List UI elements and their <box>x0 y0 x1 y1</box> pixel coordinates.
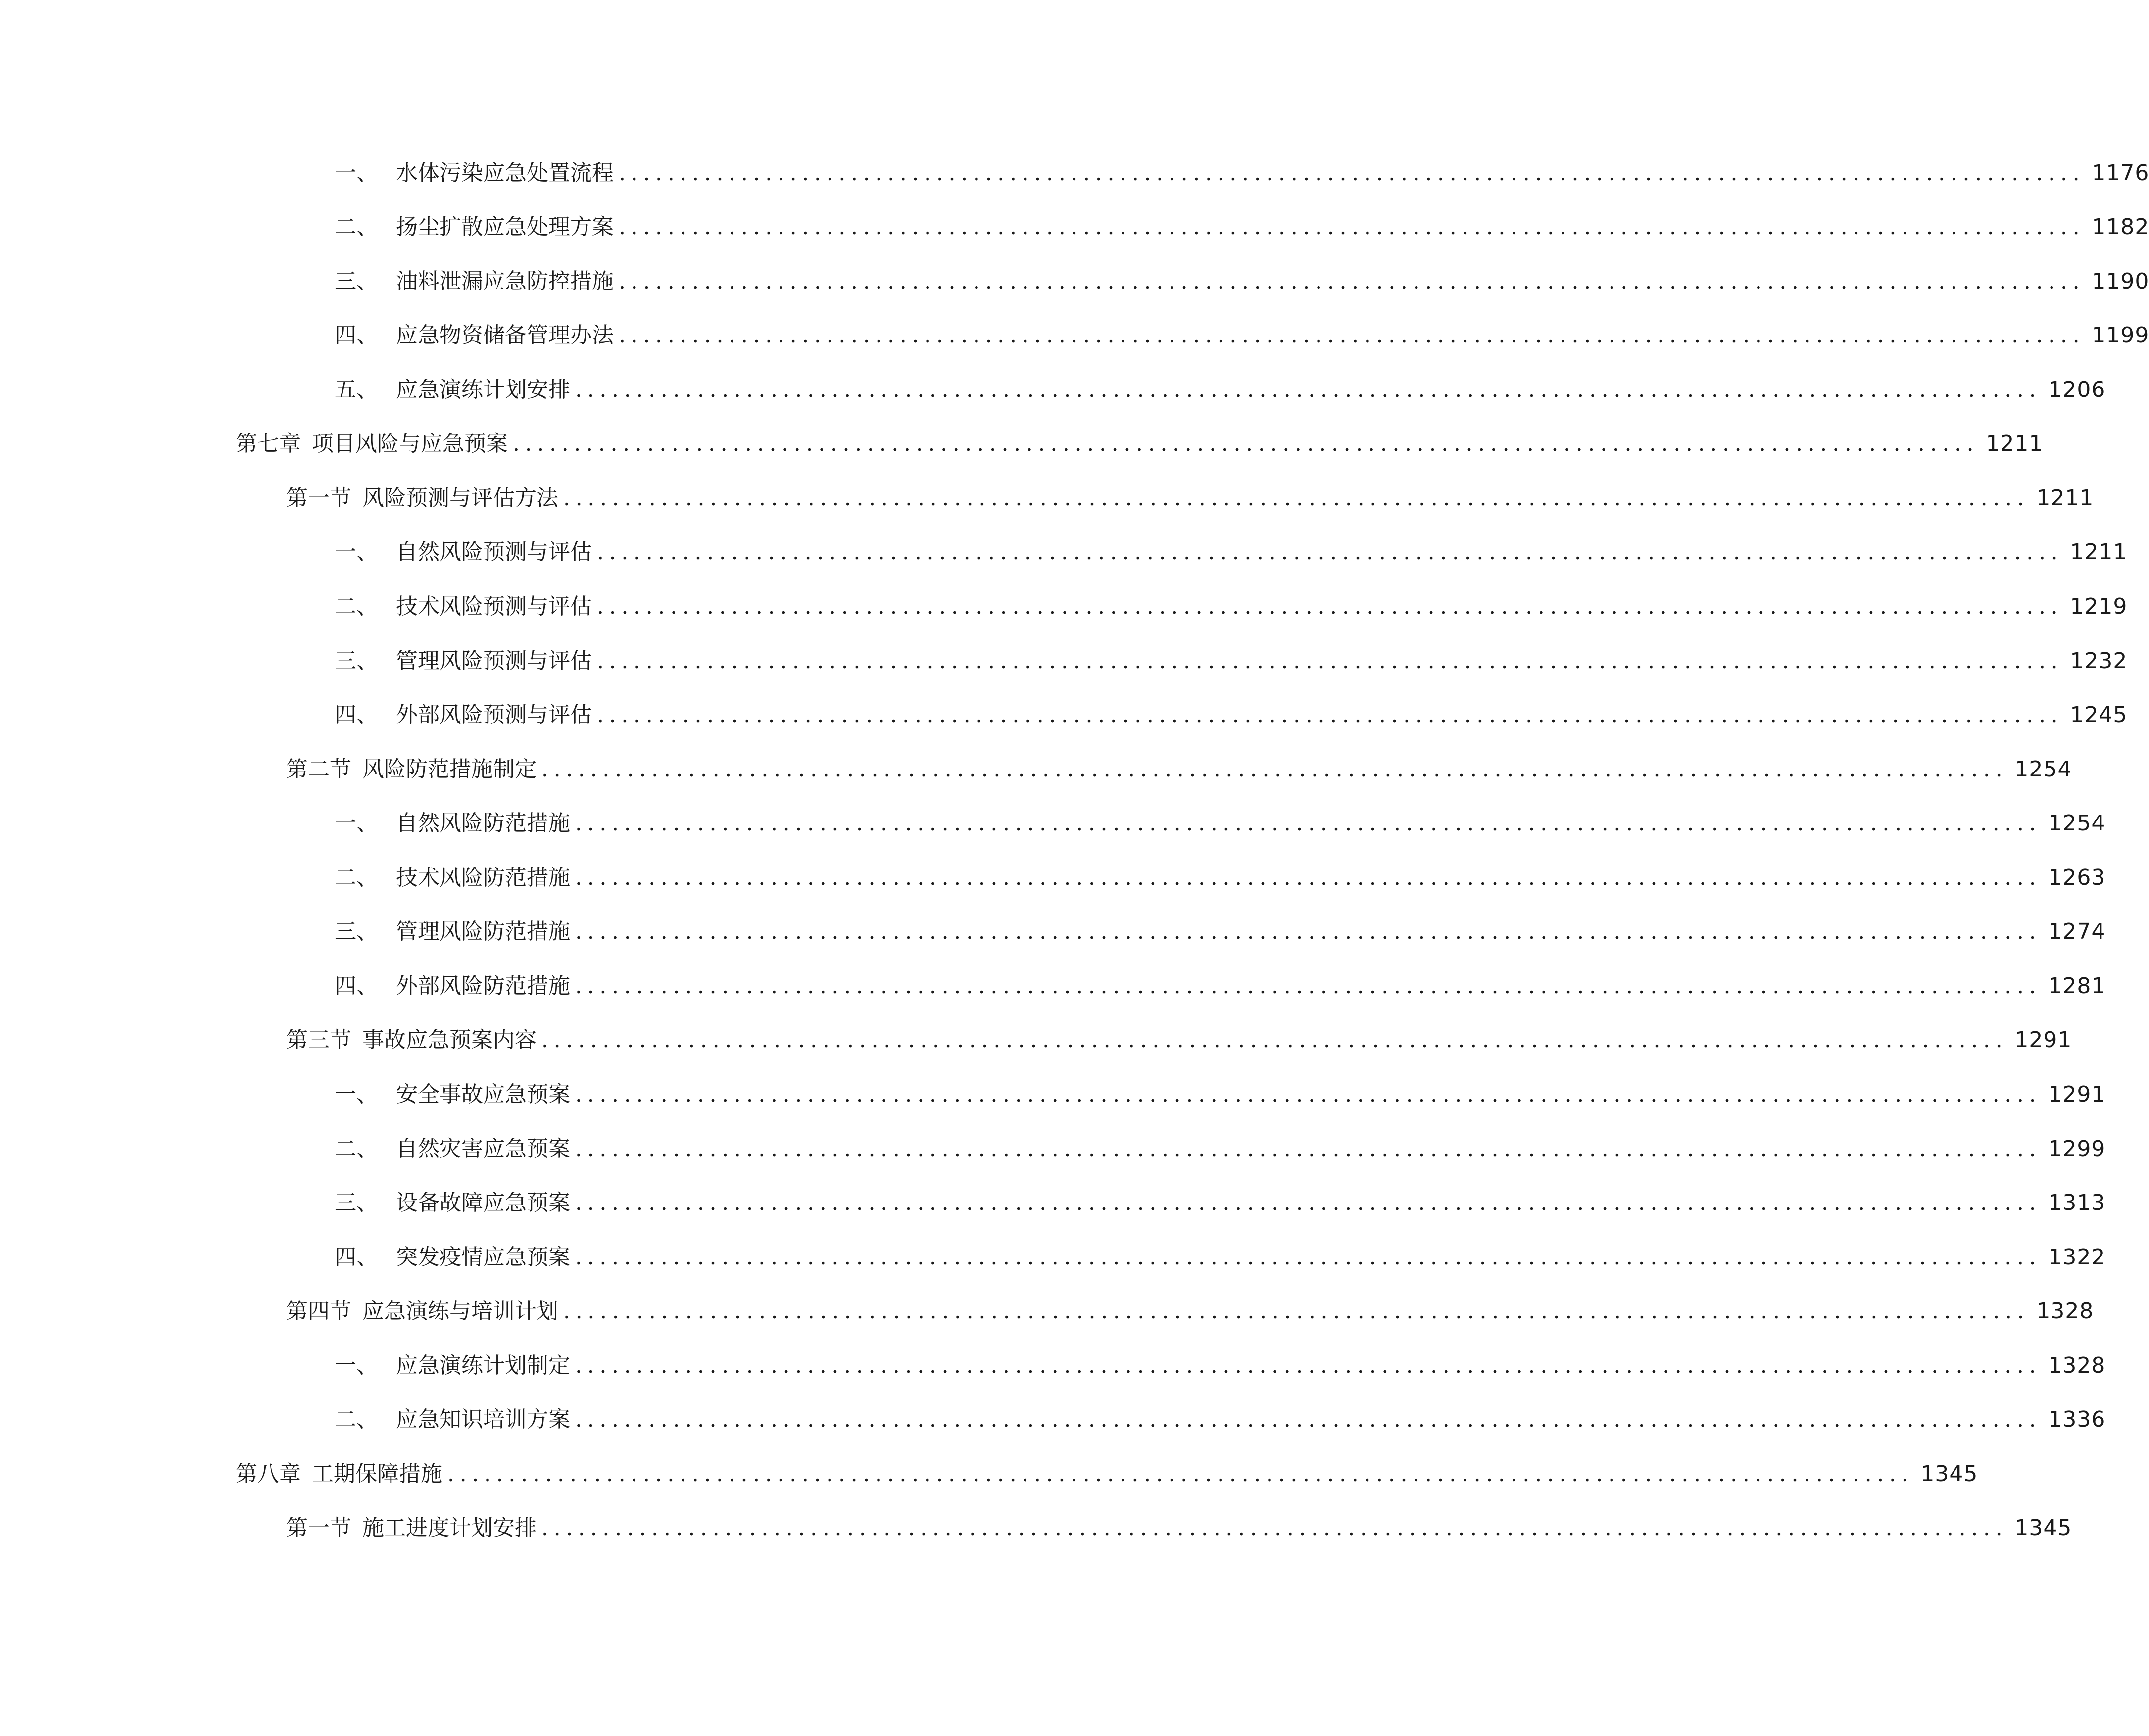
entry-title: 施工进度计划安排 <box>362 1515 537 1541</box>
toc-entry-section[interactable] <box>286 1508 2072 1548</box>
entry-title: 应急物资储备管理办法 <box>396 323 614 348</box>
entry-title: 安全事故应急预案 <box>396 1082 570 1107</box>
dot-leader: ........................................................................................................................ <box>619 214 2085 240</box>
dot-leader: ........................................................................................................................ <box>541 1515 2008 1541</box>
page-number: 1232 <box>2070 648 2128 674</box>
page-number: 1190 <box>2092 269 2149 294</box>
toc-entry-chapter[interactable] <box>236 1454 1978 1494</box>
dot-leader: ........................................................................................................................ <box>619 323 2085 348</box>
dot-leader: ........................................................................................................................ <box>447 1461 1914 1487</box>
page-number: 1219 <box>2070 594 2128 619</box>
toc-entry[interactable] <box>335 153 2149 193</box>
entry-title: 事故应急预案内容 <box>362 1027 537 1053</box>
page-number: 1211 <box>1986 431 2044 456</box>
page-number: 1328 <box>2036 1299 2094 1324</box>
page-number: 1328 <box>2048 1353 2106 1378</box>
toc-entry[interactable] <box>335 262 2149 301</box>
entry-number: 二、 <box>335 1136 378 1161</box>
entry-title: 项目风险与应急预案 <box>312 431 508 456</box>
toc-entry[interactable] <box>335 532 2128 572</box>
page-number: 1281 <box>2048 973 2106 999</box>
entry-title: 应急演练计划制定 <box>396 1353 570 1378</box>
entry-title: 油料泄漏应急防控措施 <box>396 269 614 294</box>
dot-leader: ........................................................................................................................ <box>575 973 2042 999</box>
dot-leader: ........................................................................................................................ <box>575 377 2042 402</box>
toc-entry-chapter[interactable] <box>236 424 2044 464</box>
entry-title: 技术风险防范措施 <box>396 865 570 890</box>
dot-leader: ........................................................................................................................ <box>541 1027 2008 1053</box>
toc-entry[interactable] <box>335 804 2106 843</box>
entry-number: 二、 <box>335 1407 378 1432</box>
dot-leader: ........................................................................................................................ <box>541 757 2008 782</box>
dot-leader: ........................................................................................................................ <box>597 594 2063 619</box>
entry-title: 工期保障措施 <box>312 1461 442 1487</box>
toc-entry[interactable] <box>335 641 2128 681</box>
page-number: 1254 <box>2014 757 2072 782</box>
entry-number: 一、 <box>335 1353 378 1378</box>
dot-leader: ........................................................................................................................ <box>575 1407 2042 1432</box>
page-number: 1254 <box>2048 811 2106 836</box>
toc-entry[interactable] <box>335 1075 2106 1114</box>
dot-leader: ........................................................................................................................ <box>575 1353 2042 1378</box>
page-number: 1211 <box>2036 485 2094 511</box>
page-number: 1274 <box>2048 919 2106 944</box>
toc-entry[interactable] <box>335 966 2106 1006</box>
entry-title: 水体污染应急处置流程 <box>396 160 614 186</box>
entry-number: 四、 <box>335 973 378 999</box>
dot-leader: ........................................................................................................................ <box>575 919 2042 944</box>
toc-entry[interactable] <box>335 1238 2106 1277</box>
toc-entry-section[interactable] <box>286 479 2094 518</box>
entry-title: 应急知识培训方案 <box>396 1407 570 1432</box>
page-number: 1245 <box>2070 702 2128 727</box>
entry-number: 三、 <box>335 919 378 944</box>
page-number: 1206 <box>2048 377 2106 402</box>
entry-number: 第二节 <box>286 757 351 782</box>
entry-number: 三、 <box>335 1190 378 1215</box>
page-number: 1291 <box>2048 1082 2106 1107</box>
entry-title: 自然风险预测与评估 <box>396 539 592 565</box>
dot-leader: ........................................................................................................................ <box>563 1299 2030 1324</box>
toc-entry[interactable] <box>335 858 2106 898</box>
toc-entry-section[interactable] <box>286 1020 2072 1060</box>
toc-entry[interactable] <box>335 912 2106 952</box>
entry-number: 一、 <box>335 160 378 186</box>
entry-title: 外部风险防范措施 <box>396 973 570 999</box>
dot-leader: ........................................................................................................................ <box>575 1136 2042 1161</box>
dot-leader: ........................................................................................................................ <box>513 431 1979 456</box>
entry-title: 自然风险防范措施 <box>396 811 570 836</box>
entry-number: 二、 <box>335 865 378 890</box>
toc-entry[interactable] <box>335 695 2128 735</box>
entry-number: 二、 <box>335 214 378 240</box>
entry-title: 管理风险预测与评估 <box>396 648 592 674</box>
dot-leader: ........................................................................................................................ <box>563 485 2030 511</box>
dot-leader: ........................................................................................................................ <box>575 1245 2042 1270</box>
entry-number: 三、 <box>335 648 378 674</box>
page-number: 1313 <box>2048 1190 2106 1215</box>
toc-entry[interactable] <box>335 1129 2106 1169</box>
dot-leader: ........................................................................................................................ <box>575 1082 2042 1107</box>
entry-title: 扬尘扩散应急处理方案 <box>396 214 614 240</box>
entry-number: 第一节 <box>286 485 351 511</box>
entry-number: 一、 <box>335 811 378 836</box>
entry-title: 设备故障应急预案 <box>396 1190 570 1215</box>
toc-entry[interactable] <box>335 1183 2106 1223</box>
page-number: 1299 <box>2048 1136 2106 1161</box>
entry-number: 一、 <box>335 1082 378 1107</box>
page-number: 1345 <box>1920 1461 1978 1487</box>
entry-title: 外部风险预测与评估 <box>396 702 592 727</box>
dot-leader: ........................................................................................................................ <box>597 702 2063 727</box>
entry-number: 四、 <box>335 323 378 348</box>
dot-leader: ........................................................................................................................ <box>597 648 2063 674</box>
entry-title: 风险预测与评估方法 <box>362 485 558 511</box>
entry-number: 第一节 <box>286 1515 351 1541</box>
entry-number: 第七章 <box>236 431 301 456</box>
page-number: 1182 <box>2092 214 2149 240</box>
dot-leader: ........................................................................................................................ <box>597 539 2063 565</box>
page-number: 1176 <box>2092 160 2149 186</box>
entry-title: 管理风险防范措施 <box>396 919 570 944</box>
entry-number: 第四节 <box>286 1299 351 1324</box>
entry-title: 自然灾害应急预案 <box>396 1136 570 1161</box>
toc-entry-section[interactable] <box>286 1292 2094 1331</box>
toc-entry[interactable] <box>335 370 2106 410</box>
dot-leader: ........................................................................................................................ <box>619 160 2085 186</box>
dot-leader: ........................................................................................................................ <box>619 269 2085 294</box>
toc-entry-section[interactable] <box>286 750 2072 789</box>
page-number: 1345 <box>2014 1515 2072 1541</box>
dot-leader: ........................................................................................................................ <box>575 811 2042 836</box>
entry-title: 应急演练计划安排 <box>396 377 570 402</box>
entry-number: 一、 <box>335 539 378 565</box>
entry-title: 技术风险预测与评估 <box>396 594 592 619</box>
entry-number: 五、 <box>335 377 378 402</box>
entry-title: 突发疫情应急预案 <box>396 1245 570 1270</box>
toc-entry[interactable] <box>335 1346 2106 1386</box>
entry-number: 四、 <box>335 702 378 727</box>
entry-number: 三、 <box>335 269 378 294</box>
page-number: 1199 <box>2092 323 2149 348</box>
page-number: 1211 <box>2070 539 2128 565</box>
dot-leader: ........................................................................................................................ <box>575 865 2042 890</box>
dot-leader: ........................................................................................................................ <box>575 1190 2042 1215</box>
entry-number: 第八章 <box>236 1461 301 1487</box>
entry-number: 二、 <box>335 594 378 619</box>
page-number: 1336 <box>2048 1407 2106 1432</box>
toc-entry[interactable] <box>335 207 2149 247</box>
entry-title: 应急演练与培训计划 <box>362 1299 558 1324</box>
entry-number: 四、 <box>335 1245 378 1270</box>
toc-entry[interactable] <box>335 1400 2106 1440</box>
toc-entry[interactable] <box>335 587 2128 627</box>
page-number: 1263 <box>2048 865 2106 890</box>
page-number: 1291 <box>2014 1027 2072 1053</box>
toc-entry[interactable] <box>335 316 2149 355</box>
page-number: 1322 <box>2048 1245 2106 1270</box>
entry-title: 风险防范措施制定 <box>362 757 537 782</box>
entry-number: 第三节 <box>286 1027 351 1053</box>
